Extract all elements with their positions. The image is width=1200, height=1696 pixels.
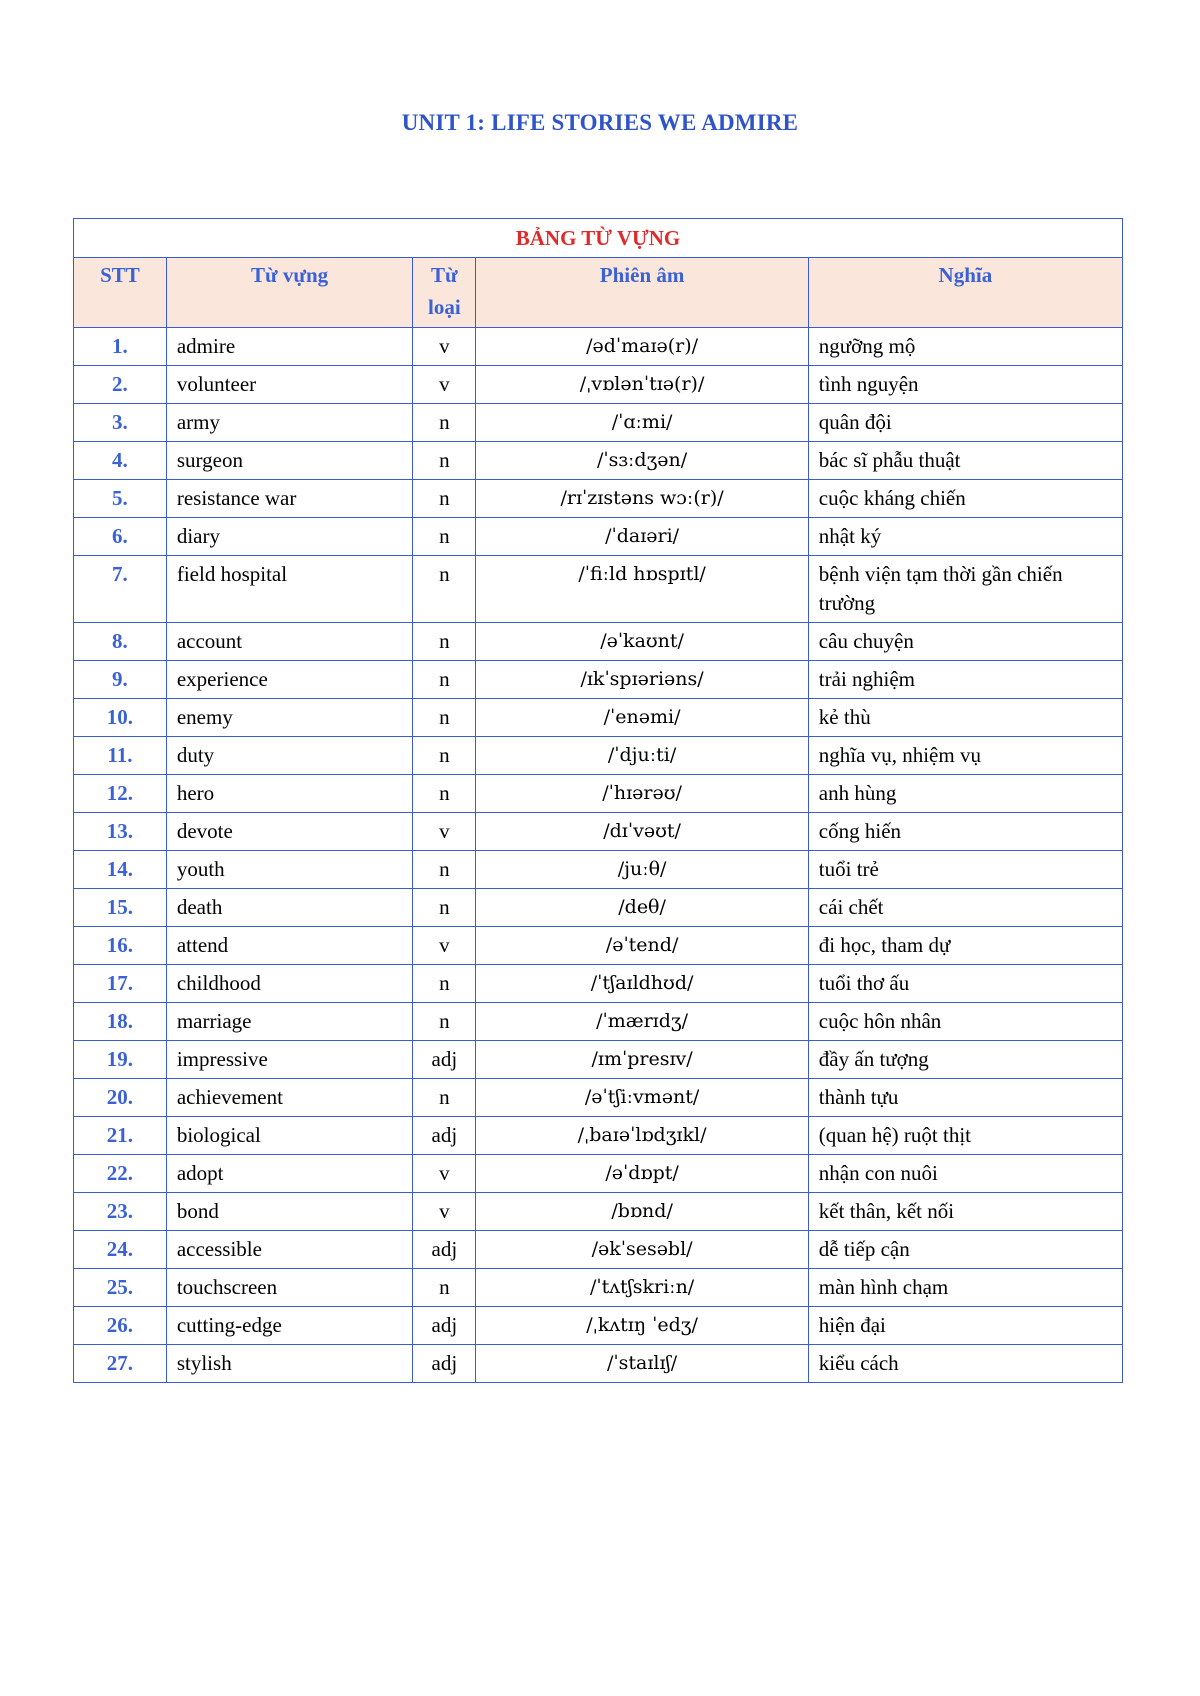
vocab-word: accessible [166,1231,412,1269]
meaning: cuộc kháng chiến [808,480,1122,518]
pronunciation: /juːθ/ [476,851,808,889]
table-row [74,889,1123,927]
pronunciation: /ˌkʌtɪŋ ˈedʒ/ [476,1307,808,1345]
row-number: 5. [74,480,167,518]
row-number: 4. [74,442,167,480]
part-of-speech: v [413,1155,476,1193]
meaning: tuổi trẻ [808,851,1122,889]
meaning: nhật ký [808,518,1122,556]
header-pos-line1: Từ [431,263,458,287]
vocab-word: army [166,404,412,442]
vocab-word: youth [166,851,412,889]
vocab-word: attend [166,927,412,965]
header-word: Từ vựng [166,258,412,328]
table-row [74,1269,1123,1307]
vocab-word: hero [166,775,412,813]
part-of-speech: n [413,737,476,775]
row-number: 1. [74,328,167,366]
table-row [74,623,1123,661]
row-number: 16. [74,927,167,965]
table-row [74,699,1123,737]
meaning: đầy ấn tượng [808,1041,1122,1079]
row-number: 26. [74,1307,167,1345]
pronunciation: /ˌvɒlənˈtɪə(r)/ [476,366,808,404]
meaning: (quan hệ) ruột thịt [808,1117,1122,1155]
part-of-speech: n [413,965,476,1003]
pronunciation: /dɪˈvəʊt/ [476,813,808,851]
meaning: cái chết [808,889,1122,927]
pronunciation: /ˈhɪərəʊ/ [476,775,808,813]
pronunciation: /əˈtʃiːvmənt/ [476,1079,808,1117]
part-of-speech: n [413,480,476,518]
row-number: 13. [74,813,167,851]
meaning: quân đội [808,404,1122,442]
part-of-speech: n [413,699,476,737]
pronunciation: /ˈɑːmi/ [476,404,808,442]
part-of-speech: adj [413,1117,476,1155]
table-row [74,328,1123,366]
pronunciation: /əˈkaʊnt/ [476,623,808,661]
pronunciation: /ˈdaɪəri/ [476,518,808,556]
meaning: dễ tiếp cận [808,1231,1122,1269]
row-number: 6. [74,518,167,556]
part-of-speech: n [413,889,476,927]
row-number: 24. [74,1231,167,1269]
meaning: màn hình chạm [808,1269,1122,1307]
table-row [74,661,1123,699]
table-row [74,1041,1123,1079]
pronunciation: /ˌbaɪəˈlɒdʒɪkl/ [476,1117,808,1155]
table-row [74,442,1123,480]
meaning: đi học, tham dự [808,927,1122,965]
meaning: thành tựu [808,1079,1122,1117]
table-row [74,965,1123,1003]
pronunciation: /bɒnd/ [476,1193,808,1231]
table-row [74,775,1123,813]
pronunciation: /ɪmˈpresɪv/ [476,1041,808,1079]
header-part-of-speech [413,258,476,328]
table-row [74,480,1123,518]
meaning: tuổi thơ ấu [808,965,1122,1003]
table-row [74,1231,1123,1269]
table-row [74,1079,1123,1117]
row-number: 17. [74,965,167,1003]
part-of-speech: adj [413,1041,476,1079]
meaning: kiểu cách [808,1345,1122,1383]
vocab-word: volunteer [166,366,412,404]
meaning: trải nghiệm [808,661,1122,699]
vocab-word: resistance war [166,480,412,518]
vocab-word: admire [166,328,412,366]
vocab-word: diary [166,518,412,556]
row-number: 2. [74,366,167,404]
vocab-word: adopt [166,1155,412,1193]
pronunciation: /ˈfiːld hɒspɪtl/ [476,556,808,623]
row-number: 19. [74,1041,167,1079]
pronunciation: /ɪkˈspɪəriəns/ [476,661,808,699]
meaning: nghĩa vụ, nhiệm vụ [808,737,1122,775]
pronunciation: /ˈtʃaɪldhʊd/ [476,965,808,1003]
pronunciation: /deθ/ [476,889,808,927]
meaning: hiện đại [808,1307,1122,1345]
vocab-word: account [166,623,412,661]
pronunciation: /ədˈmaɪə(r)/ [476,328,808,366]
vocab-word: impressive [166,1041,412,1079]
vocab-word: duty [166,737,412,775]
part-of-speech: v [413,927,476,965]
meaning: bệnh viện tạm thời gần chiến trường [808,556,1122,623]
row-number: 27. [74,1345,167,1383]
header-meaning: Nghĩa [808,258,1122,328]
vocab-word: devote [166,813,412,851]
pronunciation: /əˈtend/ [476,927,808,965]
vocab-word: touchscreen [166,1269,412,1307]
pronunciation: /ˈmærɪdʒ/ [476,1003,808,1041]
row-number: 8. [74,623,167,661]
vocab-word: marriage [166,1003,412,1041]
table-row [74,1345,1123,1383]
vocab-word: achievement [166,1079,412,1117]
header-stt: STT [74,258,167,328]
part-of-speech: n [413,775,476,813]
meaning: bác sĩ phẫu thuật [808,442,1122,480]
table-row [74,556,1123,623]
meaning: ngưỡng mộ [808,328,1122,366]
vocab-word: death [166,889,412,927]
table-body [74,328,1123,1383]
table-header-row [74,258,1123,328]
table-row [74,737,1123,775]
row-number: 10. [74,699,167,737]
table-row [74,927,1123,965]
part-of-speech: v [413,813,476,851]
row-number: 15. [74,889,167,927]
document-title: UNIT 1: LIFE STORIES WE ADMIRE [401,110,799,135]
table-row [74,1193,1123,1231]
table-caption-row [74,219,1123,258]
part-of-speech: n [413,661,476,699]
part-of-speech: n [413,442,476,480]
part-of-speech: n [413,623,476,661]
table-row [74,1003,1123,1041]
table-row [74,1307,1123,1345]
row-number: 7. [74,556,167,623]
vocabulary-table [73,218,1123,1383]
vocab-word: biological [166,1117,412,1155]
vocab-word: stylish [166,1345,412,1383]
pronunciation: /əˈdɒpt/ [476,1155,808,1193]
table-row [74,1117,1123,1155]
row-number: 9. [74,661,167,699]
table-caption: BẢNG TỪ VỰNG [74,219,1123,258]
table-row [74,851,1123,889]
part-of-speech: adj [413,1345,476,1383]
meaning: kết thân, kết nối [808,1193,1122,1231]
table-row [74,813,1123,851]
part-of-speech: n [413,518,476,556]
meaning: kẻ thù [808,699,1122,737]
header-pos-line2: loại [428,295,461,319]
part-of-speech: n [413,851,476,889]
part-of-speech: v [413,366,476,404]
table-row [74,1155,1123,1193]
meaning: cuộc hôn nhân [808,1003,1122,1041]
vocab-word: childhood [166,965,412,1003]
part-of-speech: n [413,1079,476,1117]
part-of-speech: adj [413,1307,476,1345]
part-of-speech: v [413,328,476,366]
part-of-speech: v [413,1193,476,1231]
meaning: câu chuyện [808,623,1122,661]
table-row [74,518,1123,556]
row-number: 22. [74,1155,167,1193]
row-number: 3. [74,404,167,442]
pronunciation: /ˈsɜːdʒən/ [476,442,808,480]
meaning: anh hùng [808,775,1122,813]
table-row [74,404,1123,442]
table-row [74,366,1123,404]
vocab-word: enemy [166,699,412,737]
pronunciation: /ˈtʌtʃskriːn/ [476,1269,808,1307]
row-number: 23. [74,1193,167,1231]
part-of-speech: n [413,556,476,623]
row-number: 20. [74,1079,167,1117]
vocab-word: surgeon [166,442,412,480]
part-of-speech: n [413,1269,476,1307]
vocab-word: experience [166,661,412,699]
vocab-word: bond [166,1193,412,1231]
meaning: nhận con nuôi [808,1155,1122,1193]
pronunciation: /ˈenəmi/ [476,699,808,737]
row-number: 25. [74,1269,167,1307]
header-ipa: Phiên âm [476,258,808,328]
meaning: tình nguyện [808,366,1122,404]
pronunciation: /əkˈsesəbl/ [476,1231,808,1269]
row-number: 11. [74,737,167,775]
meaning: cống hiến [808,813,1122,851]
part-of-speech: adj [413,1231,476,1269]
row-number: 18. [74,1003,167,1041]
vocab-word: field hospital [166,556,412,623]
row-number: 12. [74,775,167,813]
pronunciation: /ˈstaɪlɪʃ/ [476,1345,808,1383]
pronunciation: /ˈdjuːti/ [476,737,808,775]
part-of-speech: n [413,404,476,442]
vocab-word: cutting-edge [166,1307,412,1345]
row-number: 14. [74,851,167,889]
row-number: 21. [74,1117,167,1155]
part-of-speech: n [413,1003,476,1041]
pronunciation: /rɪˈzɪstəns wɔː(r)/ [476,480,808,518]
